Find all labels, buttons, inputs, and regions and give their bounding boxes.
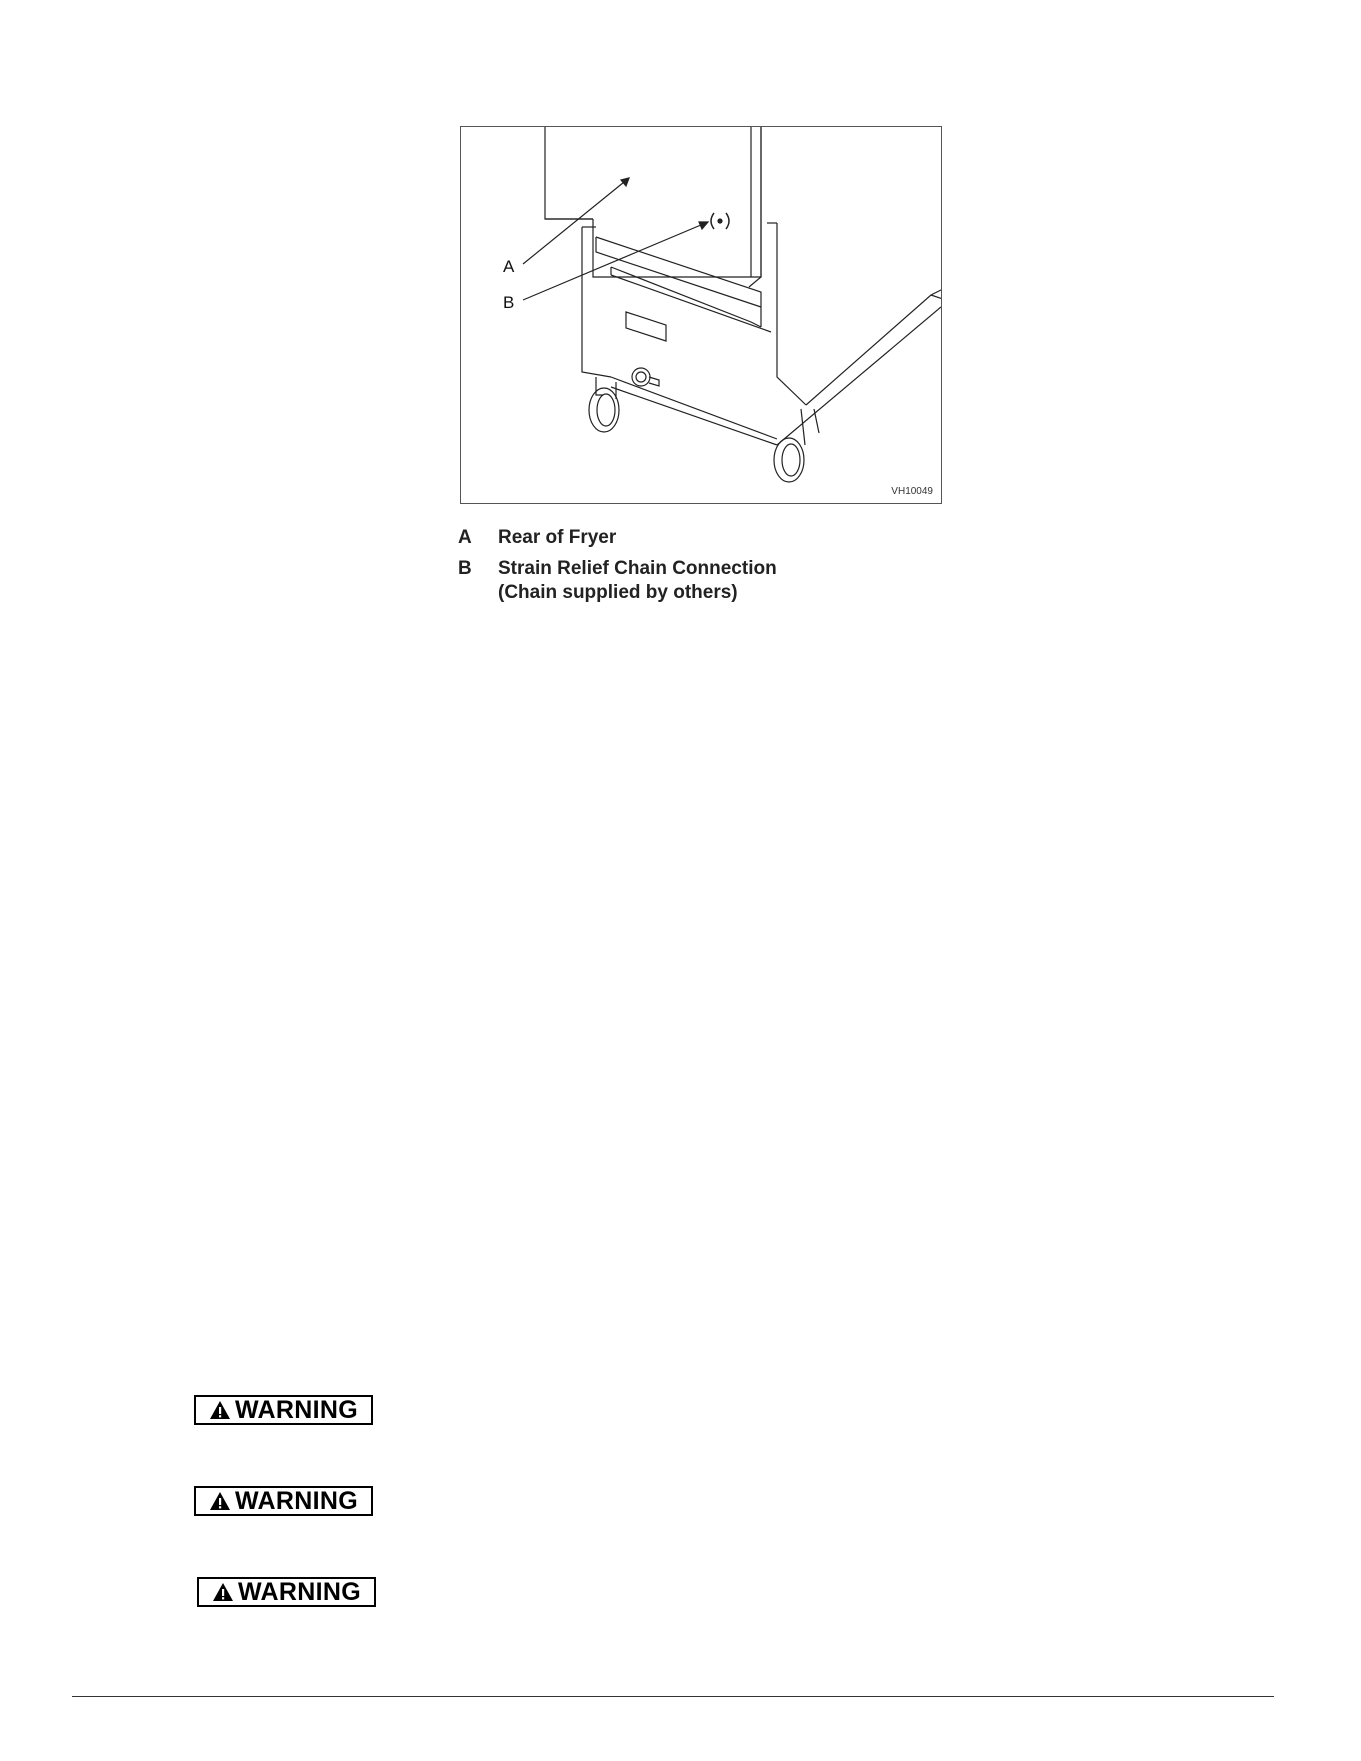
legend-text: Rear of Fryer bbox=[498, 527, 617, 548]
fryer-rear-illustration bbox=[461, 127, 942, 504]
warning-label-2 bbox=[194, 1486, 373, 1516]
legend-item-b bbox=[458, 557, 918, 605]
legend-key: B bbox=[458, 558, 472, 579]
legend-key: A bbox=[458, 527, 472, 548]
footer-divider bbox=[72, 1696, 1274, 1697]
figure-legend bbox=[458, 526, 918, 612]
fryer-rear-figure bbox=[460, 126, 942, 504]
legend-item-a bbox=[458, 526, 918, 550]
warning-triangle-icon bbox=[209, 1400, 231, 1420]
warning-label-1 bbox=[194, 1395, 373, 1425]
callout-b: B bbox=[503, 293, 515, 312]
legend-text-note: (Chain supplied by others) bbox=[498, 582, 738, 603]
figure-id: VH10049 bbox=[891, 486, 933, 497]
callout-a: A bbox=[503, 257, 515, 276]
warning-text: WARNING bbox=[235, 1396, 358, 1424]
warning-label-3 bbox=[197, 1577, 376, 1607]
legend-text: Strain Relief Chain Connection bbox=[498, 558, 777, 579]
warning-text: WARNING bbox=[235, 1487, 358, 1515]
warning-triangle-icon bbox=[209, 1491, 231, 1511]
warning-text: WARNING bbox=[238, 1578, 361, 1606]
warning-triangle-icon bbox=[212, 1582, 234, 1602]
